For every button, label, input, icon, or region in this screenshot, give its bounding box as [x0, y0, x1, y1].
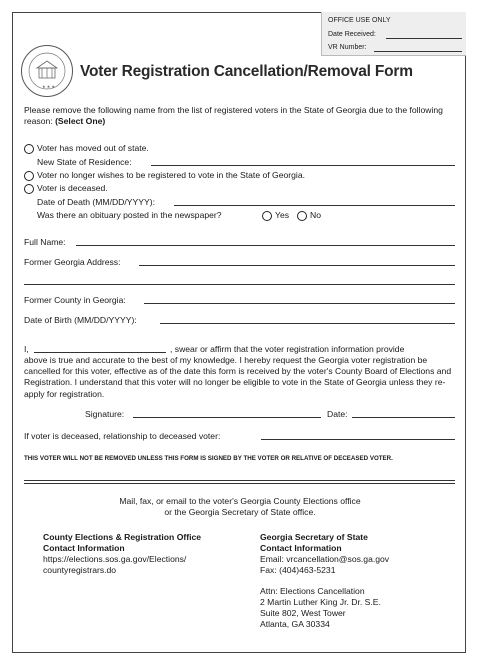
former-address-line-2[interactable]: [24, 284, 455, 285]
warning-text: THIS VOTER WILL NOT BE REMOVED UNLESS THIS FORM IS SIGNED BY THE VOTER OR RELATIVE OF DECEASED VOTER.: [24, 455, 393, 462]
instructions-line2: or the Georgia Secretary of State office.: [164, 507, 316, 517]
affirmation-line1: , swear or affirm that the voter registration information provide: [170, 344, 405, 354]
no-longer-radio[interactable]: [24, 171, 34, 181]
sos-suite: Suite 802, West Tower: [260, 608, 346, 618]
office-use-heading: OFFICE USE ONLY: [328, 17, 391, 24]
svg-text:★ ★ ★: ★ ★ ★: [42, 84, 55, 89]
date-received-line[interactable]: [386, 38, 462, 39]
former-county-line[interactable]: [144, 303, 455, 304]
sos-fax: Fax: (404)463-5231: [260, 565, 336, 575]
intro-body: Please remove the following name from the list of registered voters in the State of Georgia due to the following reason:: [24, 105, 443, 127]
divider-top: [24, 480, 455, 481]
sos-attn: Attn: Elections Cancellation: [260, 586, 365, 596]
date-label: Date:: [327, 409, 348, 419]
dob-label: Date of Birth (MM/DD/YYYY):: [24, 315, 137, 325]
signature-label: Signature:: [85, 409, 125, 419]
county-heading-1: County Elections & Registration Office: [43, 532, 202, 542]
obituary-yes-radio[interactable]: [262, 211, 272, 221]
obituary-no-radio[interactable]: [297, 211, 307, 221]
obituary-yes-label: Yes: [275, 210, 290, 220]
affirmation-body: above is true and accurate to the best of my knowledge. I hereby request the Georgia voter registration be cancelled for this voter, effective as of the date this form is received by the voter's County Board of Elections and Registration. I understand that this voter will no longer be eligible to vote in the State of Georgia unless they re-apply for registration.: [24, 355, 452, 399]
sos-heading-1: Georgia Secretary of State: [260, 532, 368, 542]
form-title: Voter Registration Cancellation/Removal Form: [80, 63, 413, 80]
deceased-label: Voter is deceased.: [37, 183, 108, 193]
intro-emphasis: (Select One): [55, 116, 106, 127]
relationship-line[interactable]: [261, 439, 455, 440]
affirmation-prefix: I,: [24, 344, 29, 354]
county-heading-2: Contact Information: [43, 543, 125, 553]
instructions-line1: Mail, fax, or email to the voter's Georgia County Elections office: [119, 496, 361, 506]
georgia-seal-icon: [20, 44, 74, 98]
obituary-question: Was there an obituary posted in the newspaper?: [37, 210, 222, 220]
intro-text: [24, 105, 454, 127]
moved-radio[interactable]: [24, 144, 34, 154]
moved-label: Voter has moved out of state.: [37, 143, 149, 153]
affirmant-name-line[interactable]: [34, 352, 166, 353]
dob-line[interactable]: [160, 323, 455, 324]
full-name-label: Full Name:: [24, 237, 66, 247]
relationship-label: If voter is deceased, relationship to deceased voter:: [24, 431, 221, 441]
sos-email[interactable]: Email: vrcancellation@sos.ga.gov: [260, 554, 390, 564]
sos-street: 2 Martin Luther King Jr. Dr. S.E.: [260, 597, 381, 607]
no-longer-label: Voter no longer wishes to be registered to vote in the State of Georgia.: [37, 170, 306, 180]
divider-bottom: [24, 483, 455, 484]
former-county-label: Former County in Georgia:: [24, 295, 126, 305]
deceased-radio[interactable]: [24, 184, 34, 194]
sos-heading-2: Contact Information: [260, 543, 342, 553]
full-name-line[interactable]: [76, 245, 455, 246]
new-state-label: New State of Residence:: [37, 157, 132, 167]
county-url-1[interactable]: https://elections.sos.ga.gov/Elections/: [43, 554, 187, 564]
former-address-line[interactable]: [139, 265, 455, 266]
signature-line[interactable]: [133, 417, 321, 418]
date-received-label: Date Received:: [328, 31, 376, 38]
date-line[interactable]: [352, 417, 455, 418]
new-state-line[interactable]: [151, 165, 455, 166]
vr-number-label: VR Number:: [328, 44, 367, 51]
county-url-2[interactable]: countyregistrars.do: [43, 565, 117, 575]
date-of-death-label: Date of Death (MM/DD/YYYY):: [37, 197, 155, 207]
obituary-no-label: No: [310, 210, 321, 220]
date-of-death-line[interactable]: [174, 205, 455, 206]
sos-city: Atlanta, GA 30334: [260, 619, 330, 629]
vr-number-line[interactable]: [374, 51, 462, 52]
office-use-box: [321, 12, 466, 56]
former-address-label: Former Georgia Address:: [24, 257, 121, 267]
